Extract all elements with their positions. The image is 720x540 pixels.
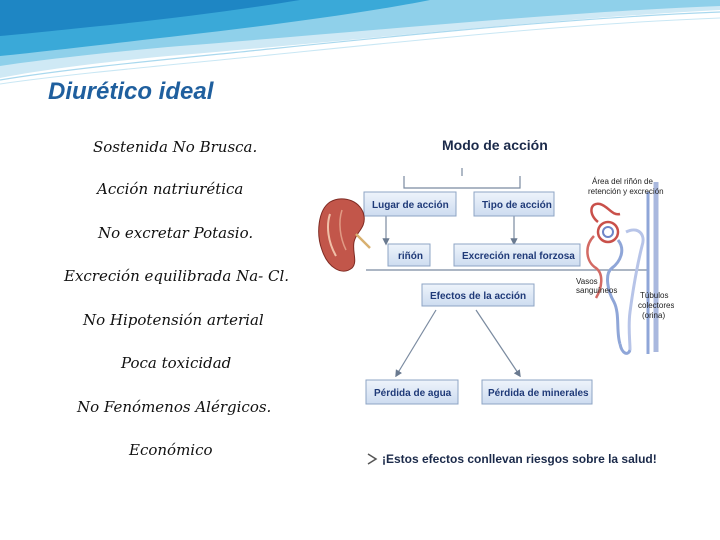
arrow-right-icon [368,454,376,464]
svg-text:Excreción renal forzosa: Excreción renal forzosa [462,251,575,262]
slide-title: Diurético ideal [48,78,214,105]
header-wave-decoration [0,0,720,90]
mode-of-action-diagram [308,122,674,474]
warning-footer [368,452,657,466]
svg-text:Pérdida de agua: Pérdida de agua [374,388,452,399]
list-item: Sostenida No Brusca. [93,138,258,156]
list-item: Económico [129,441,213,459]
list-item: No Hipotensión arterial [83,311,264,329]
svg-text:Pérdida de minerales: Pérdida de minerales [488,388,589,399]
label-vasos-line1: Vasos [576,277,598,286]
box-perdida-agua [366,380,458,404]
svg-text:Tipo de acción: Tipo de acción [482,200,552,211]
label-tubulos-line2: colectores [638,301,674,310]
box-tipo-de-accion [474,192,554,216]
list-item: Excreción equilibrada Na- Cl. [64,267,290,285]
diagram-title: Modo de acción [442,137,548,153]
svg-text:¡Estos efectos conllevan riesg: ¡Estos efectos conllevan riesgos sobre la salud! [382,452,657,466]
box-excrecion-renal [454,244,580,266]
svg-text:Lugar de acción: Lugar de acción [372,200,449,211]
list-item: No Fenómenos Alérgicos. [77,398,272,416]
svg-text:Efectos de la acción: Efectos de la acción [430,291,527,302]
box-efectos [422,284,534,306]
label-area-line1: Área del riñón de [592,177,653,186]
box-lugar-de-accion [364,192,456,216]
label-vasos-line2: sanguíneos [576,286,618,295]
list-item: No excretar Potasio. [98,224,254,242]
kidney-illustration [319,199,370,271]
label-tubulos-line1: Túbulos [640,291,669,300]
nephron-illustration [587,182,656,354]
box-perdida-minerales [482,380,592,404]
list-item: Poca toxicidad [121,354,232,372]
svg-text:riñón: riñón [398,251,423,262]
box-rinon [388,244,430,266]
label-tubulos-line3: (orina) [642,311,666,320]
list-item: Acción natriurética [97,180,244,198]
label-area-line2: retención y excreción [588,187,664,196]
